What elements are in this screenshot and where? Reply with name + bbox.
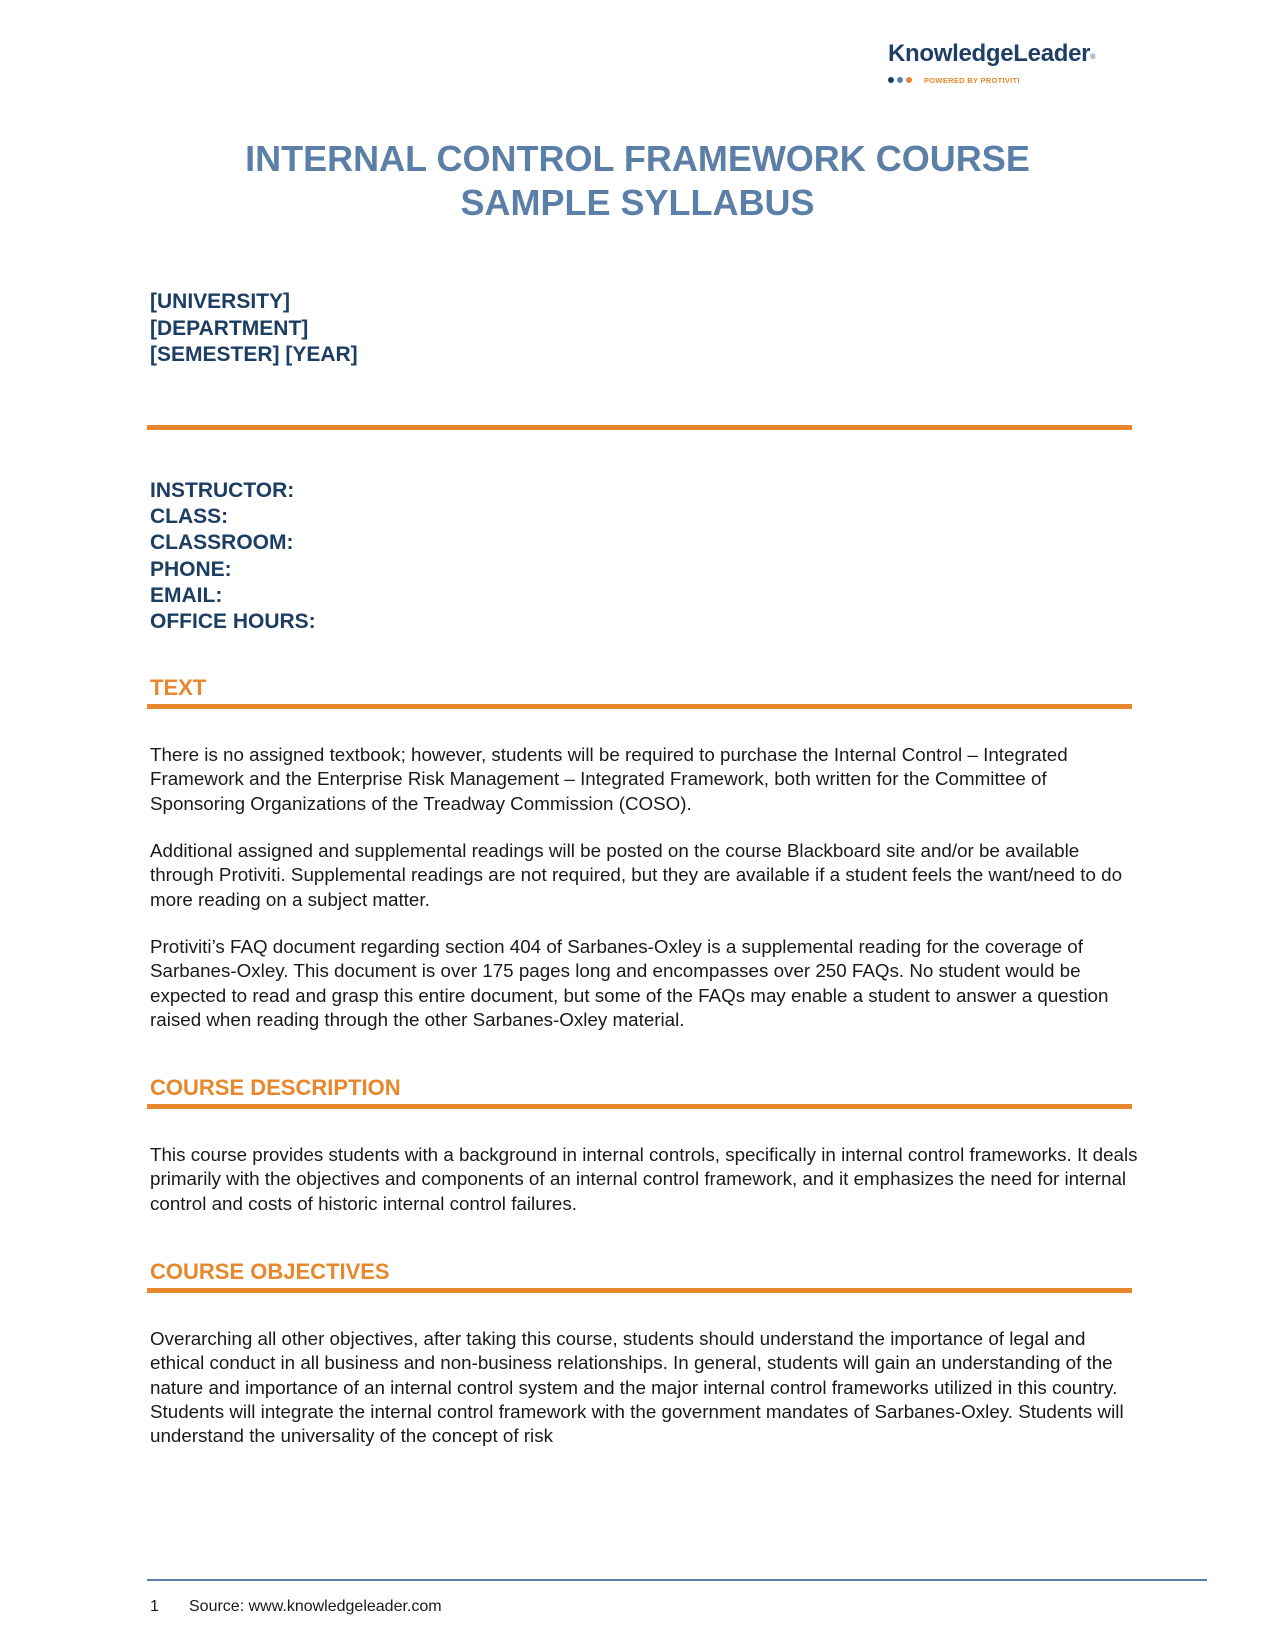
section-heading-text: TEXT [150,675,207,700]
logo-dots-icon [888,77,912,83]
section-divider-course-objectives [147,1288,1132,1293]
knowledgeleader-logo [888,40,1128,86]
title-line-2: SAMPLE SYLLABUS [460,182,815,223]
page-number: 1 [150,1598,159,1615]
classroom-label: CLASSROOM: [150,531,294,555]
section-divider-text [147,704,1132,709]
course-description-paragraph: This course provides students with a background in internal controls, specifically in internal control frameworks. It deals primarily with the objectives and components of an internal control framework, and it emphasizes the need for internal control and costs of historic internal control failures. [150,1144,1138,1214]
footer-source: Source: www.knowledgeleader.com [189,1598,442,1615]
title-line-1: INTERNAL CONTROL FRAMEWORK COURSE [245,138,1030,179]
section-divider-course-description [147,1104,1132,1109]
section-heading-course-objectives: COURSE OBJECTIVES [150,1259,390,1284]
course-objectives-paragraph: Overarching all other objectives, after taking this course, students should understand the importance of legal and ethical conduct in all business and non-business relationships. In general, students will gain an understanding of the nature and importance of an internal control system and the major internal control frameworks utilized in this country. Students will integrate the internal control framework with the government mandates of Sarbanes-Oxley. Students will understand the universality of the concept of risk [150,1328,1124,1447]
university-placeholder: [UNIVERSITY] [150,290,291,313]
section-heading-course-description: COURSE DESCRIPTION [150,1075,401,1100]
logo-name: KnowledgeLeader [888,40,1091,67]
instructor-label: INSTRUCTOR: [150,479,295,502]
office-hours-label: OFFICE HOURS: [150,610,316,634]
class-label: CLASS: [150,505,229,529]
logo-trademark: ® [1090,54,1096,61]
email-label: EMAIL: [150,583,223,607]
logo-wordmark [888,40,1128,68]
logo-tagline: POWERED BY PROTIVITI [924,75,1020,85]
course-meta [150,289,358,369]
department-placeholder: [DEPARTMENT] [150,316,309,340]
text-paragraph-2: Additional assigned and supplemental readings will be posted on the course Blackboard site and/or be available through Protiviti. Supplemental readings are not required, but they are available if a student feels the want/need to do more reading on a subject matter. [150,840,1123,910]
instructor-info [150,478,316,635]
phone-label: PHONE: [150,557,232,581]
logo-dot [897,77,903,83]
header-divider [147,425,1132,430]
document-title [140,137,1135,225]
logo-dot [888,77,894,83]
logo-subline [888,74,1128,86]
logo-dot [906,77,912,83]
text-paragraph-3: Protiviti’s FAQ document regarding section 404 of Sarbanes-Oxley is a supplemental reading for the coverage of Sarbanes-Oxley. This document is over 175 pages long and encompasses over 250 FAQs. No student would be expected to read and grasp this entire document, but some of the FAQs may enable a student to answer a question raised when reading through the other Sarbanes-Oxley material. [150,936,1109,1030]
text-paragraph-1: There is no assigned textbook; however, students will be required to purchase the Internal Control – Integrated Framework and the Enterprise Risk Management – Integrated Framework, both written for the Committee of Sponsoring Organizations of the Treadway Commission (COSO). [150,744,1068,814]
footer-divider [147,1579,1207,1581]
semester-year-placeholder: [SEMESTER] [YEAR] [150,343,358,366]
